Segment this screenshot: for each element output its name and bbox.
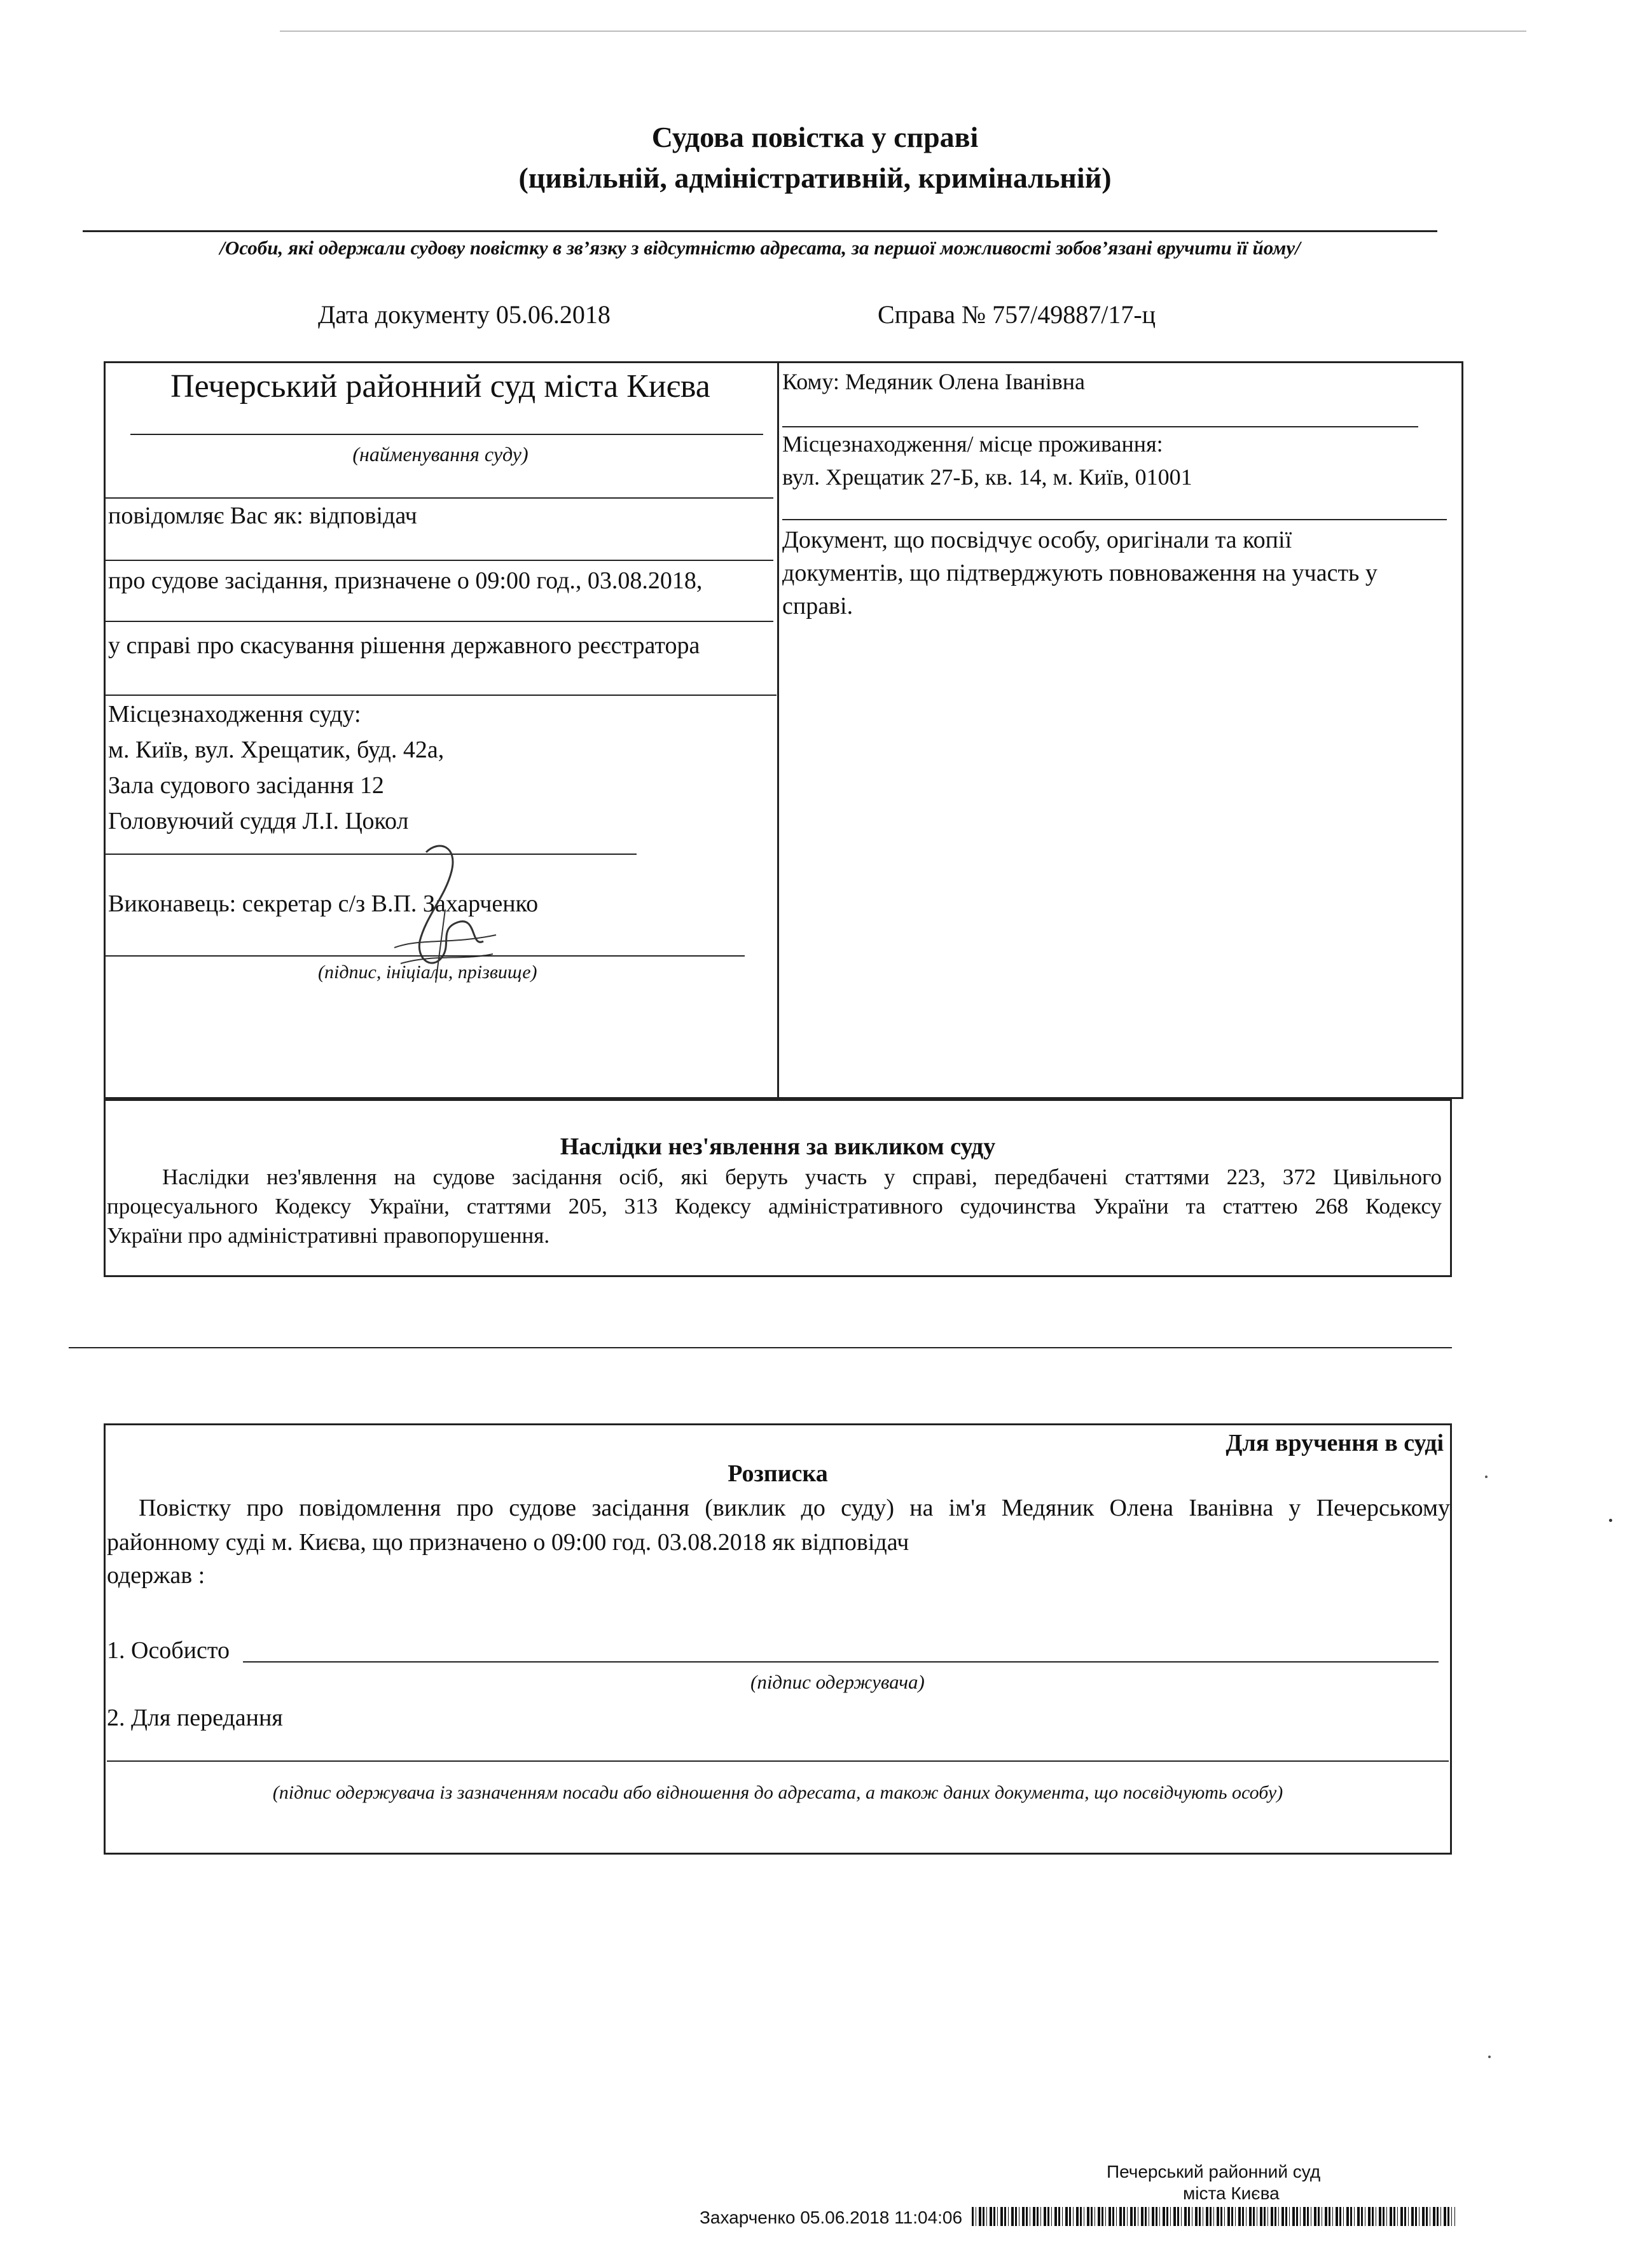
court-block-rule-4 bbox=[106, 695, 777, 696]
consequences-text-1: Наслідки нез'явлення на судове засідання осіб, які беруть участь у справі, передбачені статтями 223, 372 Цивільного bbox=[162, 1165, 1442, 1189]
main-box-divider bbox=[777, 361, 779, 1099]
recipient-name: Кому: Медяник Олена Іванівна bbox=[782, 369, 1085, 394]
case-number: Справа № 757/49887/17-ц bbox=[878, 300, 1156, 329]
page-subtitle: (цивільній, адміністративній, кримінальній) bbox=[518, 162, 1112, 194]
cut-line bbox=[69, 1347, 1452, 1348]
court-block-rule-2 bbox=[106, 560, 773, 561]
title-divider bbox=[83, 230, 1437, 232]
personal-signature-line bbox=[243, 1661, 1439, 1663]
courtroom-number: Зала судового засідання 12 bbox=[108, 772, 384, 799]
consequences-title: Наслідки нез'явлення за викликом суду bbox=[560, 1133, 996, 1160]
documents-required-1: Документ, що посвідчує особу, оригінали та копії bbox=[782, 527, 1292, 553]
page-title: Судова повістка у справі bbox=[651, 121, 979, 153]
scan-speck bbox=[1488, 2056, 1491, 2058]
receipt-title: Розписка bbox=[728, 1460, 828, 1487]
receipt-text-1: Повістку про повідомлення про судове засідання (виклик до суду) на ім'я Медяник Олена Іванівна у Печерському bbox=[139, 1495, 1450, 1521]
executor-underline bbox=[106, 955, 745, 957]
residence-address: вул. Хрещатик 27-Б, кв. 14, м. Київ, 01001 bbox=[782, 464, 1192, 490]
court-name-underline bbox=[130, 434, 763, 435]
hearing-info: про судове засідання, призначене о 09:00 год., 03.08.2018, bbox=[108, 567, 703, 594]
document-date: Дата документу 05.06.2018 bbox=[318, 300, 611, 329]
footer-court-name-2: міста Києва bbox=[1183, 2183, 1280, 2203]
for-court-label: Для вручення в суді bbox=[1226, 1430, 1444, 1456]
presiding-judge: Головуючий суддя Л.І. Цокол bbox=[108, 808, 409, 834]
scan-speck bbox=[1485, 1476, 1488, 1478]
receipt-text-3: одержав : bbox=[107, 1562, 205, 1589]
case-subject: у справі про скасування рішення державного реєстратора bbox=[108, 632, 700, 659]
transfer-signature-line bbox=[107, 1760, 1449, 1762]
scan-artifact-line bbox=[280, 31, 1526, 32]
residence-label: Місцезнаходження/ місце проживання: bbox=[782, 431, 1163, 457]
receipt-text-2: районному суді м. Києва, що призначено о 09:00 год. 03.08.2018 як відповідач bbox=[107, 1529, 909, 1556]
consequences-text-3: України про адміністративні правопорушення. bbox=[107, 1223, 550, 1248]
executor-line: Виконавець: секретар с/з В.П. Захарченко bbox=[108, 890, 539, 917]
notification-role: повідомляє Вас як: відповідач bbox=[108, 502, 417, 529]
electronic-stamp: Захарченко 05.06.2018 11:04:06 bbox=[700, 2208, 963, 2227]
court-location-label: Місцезнаходження суду: bbox=[108, 701, 361, 728]
barcode bbox=[972, 2207, 1455, 2226]
judge-underline bbox=[106, 854, 637, 855]
court-location-address: м. Київ, вул. Хрещатик, буд. 42а, bbox=[108, 736, 445, 763]
signature-caption: (підпис, ініціали, прізвище) bbox=[318, 962, 537, 983]
court-block-rule-1 bbox=[106, 497, 773, 499]
personal-label: 1. Особисто bbox=[107, 1637, 230, 1664]
footer-court-name-1: Печерський районний суд bbox=[1107, 2162, 1321, 2182]
court-name: Печерський районний суд міста Києва bbox=[170, 368, 710, 405]
transfer-label: 2. Для передання bbox=[107, 1704, 283, 1731]
documents-required-2: документів, що підтверджують повноваження на участь у bbox=[782, 560, 1378, 586]
scan-speck bbox=[1609, 1519, 1612, 1522]
court-block-rule-3 bbox=[106, 621, 773, 622]
consequences-text-2: процесуального Кодексу України, статтями 205, 313 Кодексу адміністративного судочинства України та статтею 268 Кодексу bbox=[107, 1194, 1442, 1219]
personal-caption: (підпис одержувача) bbox=[750, 1671, 925, 1693]
transfer-caption: (підпис одержувача із зазначенням посади або відношення до адресата, а також даних документа, що посвідчують особу) bbox=[272, 1782, 1283, 1803]
recipient-underline bbox=[782, 426, 1418, 427]
documents-required-3: справі. bbox=[782, 593, 853, 619]
delivery-notice: /Особи, які одержали судову повістку в зв’язку з відсутністю адресата, за першої можливості зобов’язані вручити її йому/ bbox=[219, 237, 1301, 259]
court-name-caption: (найменування суду) bbox=[352, 443, 528, 466]
residence-underline bbox=[782, 519, 1447, 520]
